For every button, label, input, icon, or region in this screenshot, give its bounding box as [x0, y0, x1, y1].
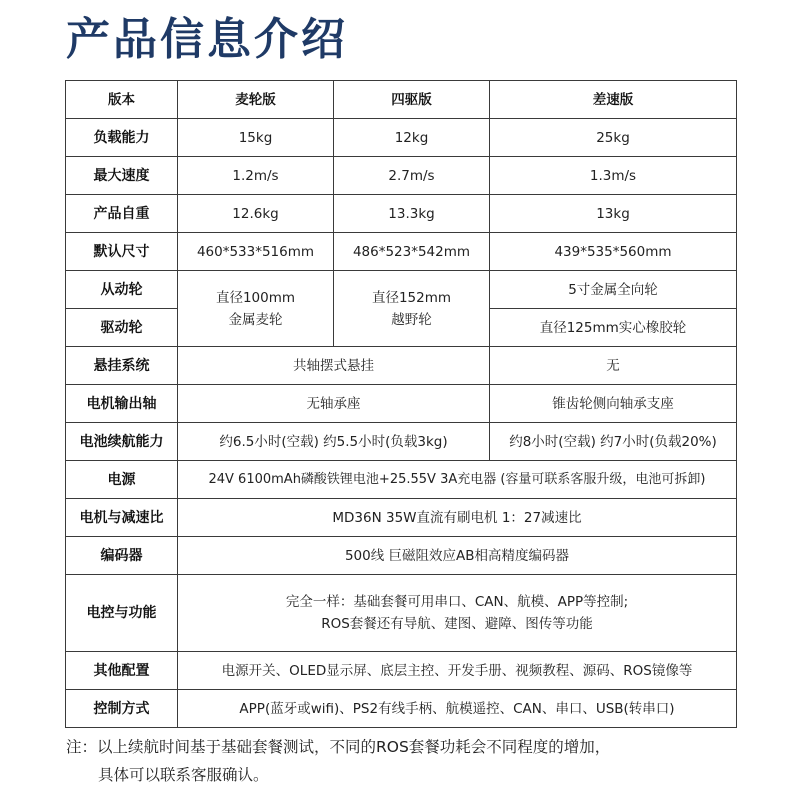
row-label: 电池续航能力 — [66, 423, 178, 461]
cell-shared: 约6.5小时(空载) 约5.5小时(负载3kg) — [178, 423, 490, 461]
table-row-driven-wheel — [66, 271, 737, 309]
table-row-control-mode — [66, 690, 737, 728]
cell-value: 24V 6100mAh磷酸铁锂电池+25.55V 3A充电器 (容量可联系客服升级，电池可拆卸) — [178, 461, 737, 499]
footnote-line-1: 注：以上续航时间基于基础套餐测试，不同的ROS套餐功耗会不同程度的增加， — [66, 738, 611, 756]
wheel-line-2: 金属麦轮 — [228, 311, 283, 328]
table-row-other — [66, 652, 737, 690]
cell-shared: 无轴承座 — [178, 385, 490, 423]
table-row-speed — [66, 157, 737, 195]
table-row-load — [66, 119, 737, 157]
row-label: 从动轮 — [66, 271, 178, 309]
header-fourwd: 四驱版 — [334, 81, 490, 119]
footnote-line-2: 具体可以联系客服确认。 — [98, 766, 269, 784]
cell-diff: 约8小时(空载) 约7小时(负载20%) — [490, 423, 737, 461]
cell-mecanum: 15kg — [178, 119, 334, 157]
table-row-header — [66, 81, 737, 119]
table-row-suspension — [66, 347, 737, 385]
cell-mecanum: 460*533*516mm — [178, 233, 334, 271]
row-label: 电机与减速比 — [66, 499, 178, 537]
cell-value — [178, 575, 737, 652]
row-label: 悬挂系统 — [66, 347, 178, 385]
cell-value: 500线 巨磁阻效应AB相高精度编码器 — [178, 537, 737, 575]
table-row-motor-shaft — [66, 385, 737, 423]
header-version: 版本 — [66, 81, 178, 119]
row-label: 控制方式 — [66, 690, 178, 728]
row-label: 电源 — [66, 461, 178, 499]
wheel-line-1: 直径100mm — [215, 289, 296, 306]
row-label: 驱动轮 — [66, 309, 178, 347]
row-label: 最大速度 — [66, 157, 178, 195]
function-line-1: 完全一样：基础套餐可用串口、CAN、航模、APP等控制; — [285, 594, 629, 610]
row-label: 负载能力 — [66, 119, 178, 157]
cell-fourwd: 13.3kg — [334, 195, 490, 233]
footnote — [66, 733, 766, 789]
row-label: 其他配置 — [66, 652, 178, 690]
row-label: 产品自重 — [66, 195, 178, 233]
cell-diff: 13kg — [490, 195, 737, 233]
cell-fourwd: 2.7m/s — [334, 157, 490, 195]
cell-diff: 439*535*560mm — [490, 233, 737, 271]
cell-value: MD36N 35W直流有刷电机 1：27减速比 — [178, 499, 737, 537]
cell-diff: 无 — [490, 347, 737, 385]
table-row-power — [66, 461, 737, 499]
row-label: 编码器 — [66, 537, 178, 575]
header-mecanum: 麦轮版 — [178, 81, 334, 119]
cell-diff: 直径125mm实心橡胶轮 — [490, 309, 737, 347]
cell-fourwd-wheels — [334, 271, 490, 347]
table-row-motor — [66, 499, 737, 537]
cell-mecanum-wheels — [178, 271, 334, 347]
cell-fourwd: 12kg — [334, 119, 490, 157]
wheel-line-2: 越野轮 — [391, 311, 432, 328]
table-row-weight — [66, 195, 737, 233]
header-diff: 差速版 — [490, 81, 737, 119]
table-row-size — [66, 233, 737, 271]
cell-shared: 共轴摆式悬挂 — [178, 347, 490, 385]
table-row-battery-life — [66, 423, 737, 461]
row-label: 电控与功能 — [66, 575, 178, 652]
cell-diff: 锥齿轮侧向轴承支座 — [490, 385, 737, 423]
cell-mecanum: 12.6kg — [178, 195, 334, 233]
function-line-2: ROS套餐还有导航、建图、避障、图传等功能 — [321, 616, 593, 632]
wheel-line-1: 直径152mm — [371, 289, 452, 306]
page-title: 产品信息介绍 — [66, 14, 348, 65]
cell-fourwd: 486*523*542mm — [334, 233, 490, 271]
cell-value: APP(蓝牙或wifi)、PS2有线手柄、航模遥控、CAN、串口、USB(转串口) — [178, 690, 737, 728]
cell-diff: 25kg — [490, 119, 737, 157]
row-label: 电机输出轴 — [66, 385, 178, 423]
cell-diff: 1.3m/s — [490, 157, 737, 195]
table-row-control-function — [66, 575, 737, 652]
cell-value: 电源开关、OLED显示屏、底层主控、开发手册、视频教程、源码、ROS镜像等 — [178, 652, 737, 690]
spec-table — [65, 80, 737, 728]
row-label: 默认尺寸 — [66, 233, 178, 271]
cell-diff: 5寸金属全向轮 — [490, 271, 737, 309]
table-row-encoder — [66, 537, 737, 575]
cell-mecanum: 1.2m/s — [178, 157, 334, 195]
